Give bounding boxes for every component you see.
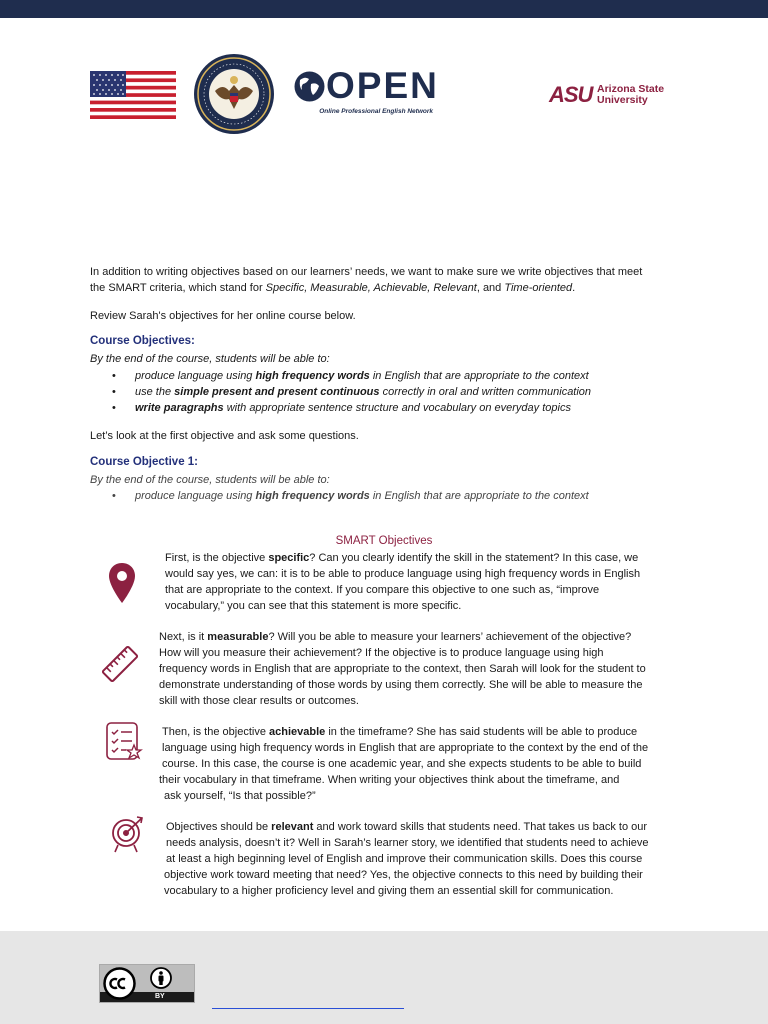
list-item: • produce language using high frequency words in English that are appropriate to the context <box>90 368 690 384</box>
course-objectives-list <box>90 368 690 416</box>
relevant-paragraph: Objectives should be relevant and work toward skills that students need. That takes us back to our needs analysis, doesn’t it? Well in Sarah’s learner story, we identified that students need to achieve at least a high beginning level of English and improve their communication skills. Does this course objective work toward meeting that need? Yes, the objective connects to this need by building their vocabulary to a higher proficiency level and giving them an essential skill for communication. <box>164 821 649 897</box>
list-item: • produce language using high frequency words in English that are appropriate to the context <box>90 488 690 504</box>
specific-paragraph: First, is the objective specific? Can you clearly identify the skill in the statement? In this case, we would say yes, we can: it is to be able to produce language using high frequency words in English that are appropriate to the context. If you compare this objective to one such as, “improve vocabulary,” you can see that this statement is more specific. <box>165 552 641 612</box>
smart-last-term: Time-oriented <box>504 282 573 294</box>
asu-logo <box>549 84 669 110</box>
list-item: • use the simple present and present continuous correctly in oral and written communication <box>90 384 690 400</box>
ruler-icon <box>99 643 141 685</box>
open-logo-text: OPEN <box>326 65 439 106</box>
open-logo <box>293 65 439 118</box>
measurable-paragraph: Next, is it measurable? Will you be able to measure your learners’ achievement of the objective? How will you measure their achievement? If the objective is to produce language using high frequency words in English that are appropriate to the context, then Sarah will look for the student to demonstrate understanding of those words by using them correctly. She will be able to measure the skill with those clear results or outcomes. <box>159 631 646 707</box>
target-icon <box>108 813 148 855</box>
smart-terms: Specific, Measurable, Achievable, Relevant <box>265 282 477 294</box>
specific-term: specific <box>268 552 310 564</box>
footer-link[interactable] <box>212 1008 404 1009</box>
course-objective-1-list <box>90 488 690 504</box>
course-objective-1-heading: Course Objective 1: <box>90 456 199 468</box>
intro-line-1: In addition to writing objectives based on our learners’ needs, we want to make sure we write objectives that meet <box>90 266 643 278</box>
us-flag-logo <box>90 71 176 119</box>
department-of-state-seal-logo <box>193 53 275 135</box>
measurable-term: measurable <box>207 631 269 643</box>
smart-objectives-title: SMART Objectives <box>335 535 433 547</box>
open-logo-subtitle: Online Professional English Network <box>319 108 433 115</box>
achievable-paragraph: Then, is the objective achievable in the timeframe? She has said students will be able to produce language using high frequency words in English that are appropriate to the context by the end of the course. In this case, the course is one academic year, and she expects students to be able to build their vocabulary in that timeframe. When writing your objectives think about the timeframe, and ask yourself, “Is that possible?” <box>159 726 649 802</box>
cc-icon <box>103 967 136 1000</box>
intro-paragraph <box>90 264 690 296</box>
asu-logo-abbr: ASU <box>549 82 593 107</box>
location-pin-icon <box>108 562 136 604</box>
list-item: • write paragraphs with appropriate sentence structure and vocabulary on everyday topics <box>90 400 690 416</box>
asu-logo-line2: University <box>597 94 648 106</box>
relevant-term: relevant <box>271 821 314 833</box>
cc-by-label: BY <box>155 993 165 1000</box>
intro-line-2: the SMART criteria, which stand for Specific, Measurable, Achievable, Relevant, and Time-oriented. <box>90 282 576 294</box>
course-objectives-lead: By the end of the course, students will be able to: <box>90 353 330 365</box>
transition-text: Let’s look at the first objective and ask some questions. <box>90 430 359 442</box>
attribution-person-icon <box>150 967 172 989</box>
top-banner <box>0 0 768 18</box>
course-objectives-heading: Course Objectives: <box>90 335 195 347</box>
review-paragraph: Review Sarah's objectives for her online course below. <box>90 310 356 322</box>
checklist-icon <box>105 721 145 763</box>
course-objective-1-lead: By the end of the course, students will be able to: <box>90 474 330 486</box>
creative-commons-badge[interactable] <box>99 964 195 1003</box>
achievable-term: achievable <box>269 726 326 738</box>
asu-logo-line1: Arizona State <box>597 83 665 95</box>
globe-icon <box>293 70 326 103</box>
